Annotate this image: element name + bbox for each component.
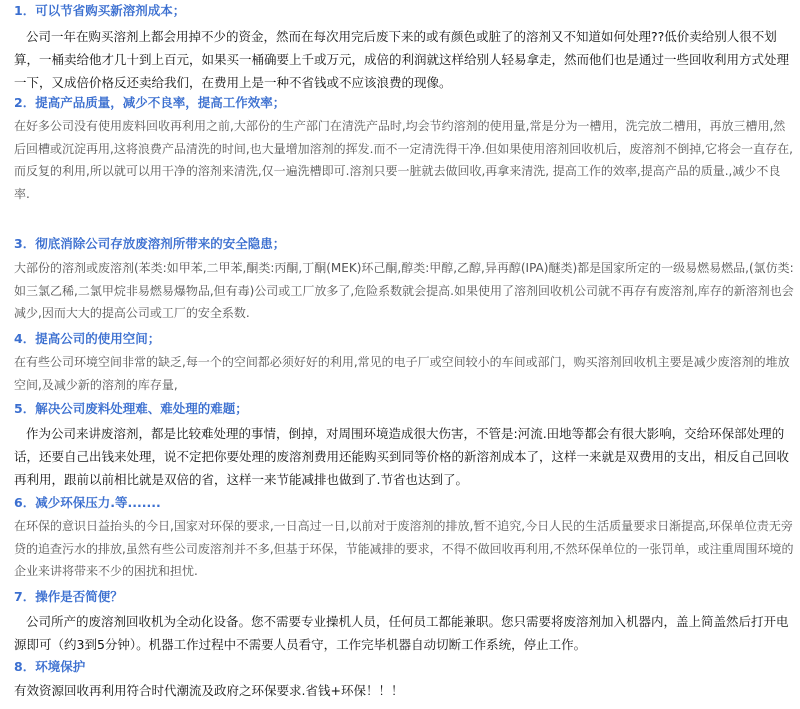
section-2 [14,94,794,205]
section-8 [14,658,794,702]
section-body: 在好多公司没有使用废料回收再利用之前,大部份的生产部门在清洗产品时,均会节约溶剂的使用量,常是分为一槽用，洗完放二槽用，再放三槽用,然后回槽或沉淀再用,这将浪费产品清洗的时间,也大量增加溶剂的挥发.而不一定清洗得干净.但如果使用溶剂回收机后，废溶剂不倒掉,它将会一直存在,而反复的利用,所以就可以用干净的溶剂来清洗,仅一遍洗槽即可.溶剂只要一脏就去做回收,再拿来清洗, 提高工作的效率,提高产品的质量.,减少不良率. [14,119,793,201]
section-heading: 1．可以节省购买新溶剂成本； [14,3,186,18]
section-7 [14,588,794,656]
section-body: 公司一年在购买溶剂上都会用掉不少的资金，然而在每次用完后废下来的或有颜色或脏了的溶剂又不知道如何处理??低价卖给别人很不划算，一桶卖给他才几十到上百元，如果买一桶确要上千或万元，成倍的利润就这样给别人轻易拿走，然而他们也是通过一些回收利用方式处理一下，又成倍价格反还卖给我们，在费用上是一种不省钱或不应该浪费的现像。 [14,29,790,90]
section-1 [14,2,794,94]
section-heading: 5．解决公司废料处理难、难处理的难题； [14,401,248,416]
section-heading: 2．提高产品质量，减少不良率，提高工作效率； [14,95,286,110]
section-3 [14,235,794,325]
section-heading: 4．提高公司的使用空间； [14,331,161,346]
section-body: 在有些公司环境空间非常的缺乏,每一个的空间都必须好好的利用,常见的电子厂或空间较小的车间或部门，购买溶剂回收机主要是减少废溶剂的堆放空间,及减少新的溶剂的库存量, [14,355,790,392]
section-body: 大部份的溶剂或废溶剂(苯类:如甲苯,二甲苯,酮类:丙酮,丁酮(MEK)环己酮,醇类:甲醇,乙醇,异再醇(IPA)醚类)都是国家所定的一级易燃易燃品,(氯仿类:如三氯乙稀,二氯甲烷非易燃易爆物品,但有毒)公司或工厂放多了,危险系数就会提高.如果使用了溶剂回收机公司就不再存有废溶剂,库存的新溶剂也会减少,因而大大的提高公司或工厂的安全系数. [14,261,794,321]
section-body: 公司所产的废溶剂回收机为全动化设备。您不需要专业操机人员，任何员工都能兼职。您只需要将废溶剂加入机器内，盖上简盖然后打开电源即可（约3到5分钟）。机器工作过程中不需要人员看守，工作完毕机器自动切断工作系统，停止工作。 [14,614,789,652]
section-body: 在环保的意识日益抬头的今日,国家对环保的要求,一日高过一日,以前对于废溶剂的排放,暂不追究,今日人民的生活质量要求日渐提高,环保单位责无旁贷的追查污水的排放,虽然有些公司废溶剂并不多,但基于环保，节能减排的要求，不得不做回收再利用,不然环保单位的一张罚单，或注重周围环境的企业来讲将带来不少的困扰和担忧. [14,519,794,579]
section-4 [14,330,794,396]
section-heading: 6．减少环保压力.等....... [14,495,161,510]
section-body: 有效资源回收再利用符合时代潮流及政府之环保要求.省钱+环保！！！ [14,683,404,698]
section-5 [14,400,794,491]
section-body: 作为公司来讲废溶剂，都是比较难处理的事情，倒掉，对周围环境造成很大伤害，不管是:河流.田地等都会有很大影响，交给环保部处理的话，还要自己出钱来处理，说不定把你要处理的废溶剂费用还能购买到同等价格的新溶剂成本了，这样一来就是双费用的支出，相反自己回收再利用，跟前以前相比就是双倍的省，这样一来节能减排也做到了.节省也达到了。 [14,426,790,487]
section-heading: 8．环境保护 [14,659,86,674]
section-6 [14,494,794,583]
section-heading: 7．操作是否简便？ [14,589,123,604]
section-heading: 3．彻底消除公司存放废溶剂所带来的安全隐患； [14,236,286,251]
